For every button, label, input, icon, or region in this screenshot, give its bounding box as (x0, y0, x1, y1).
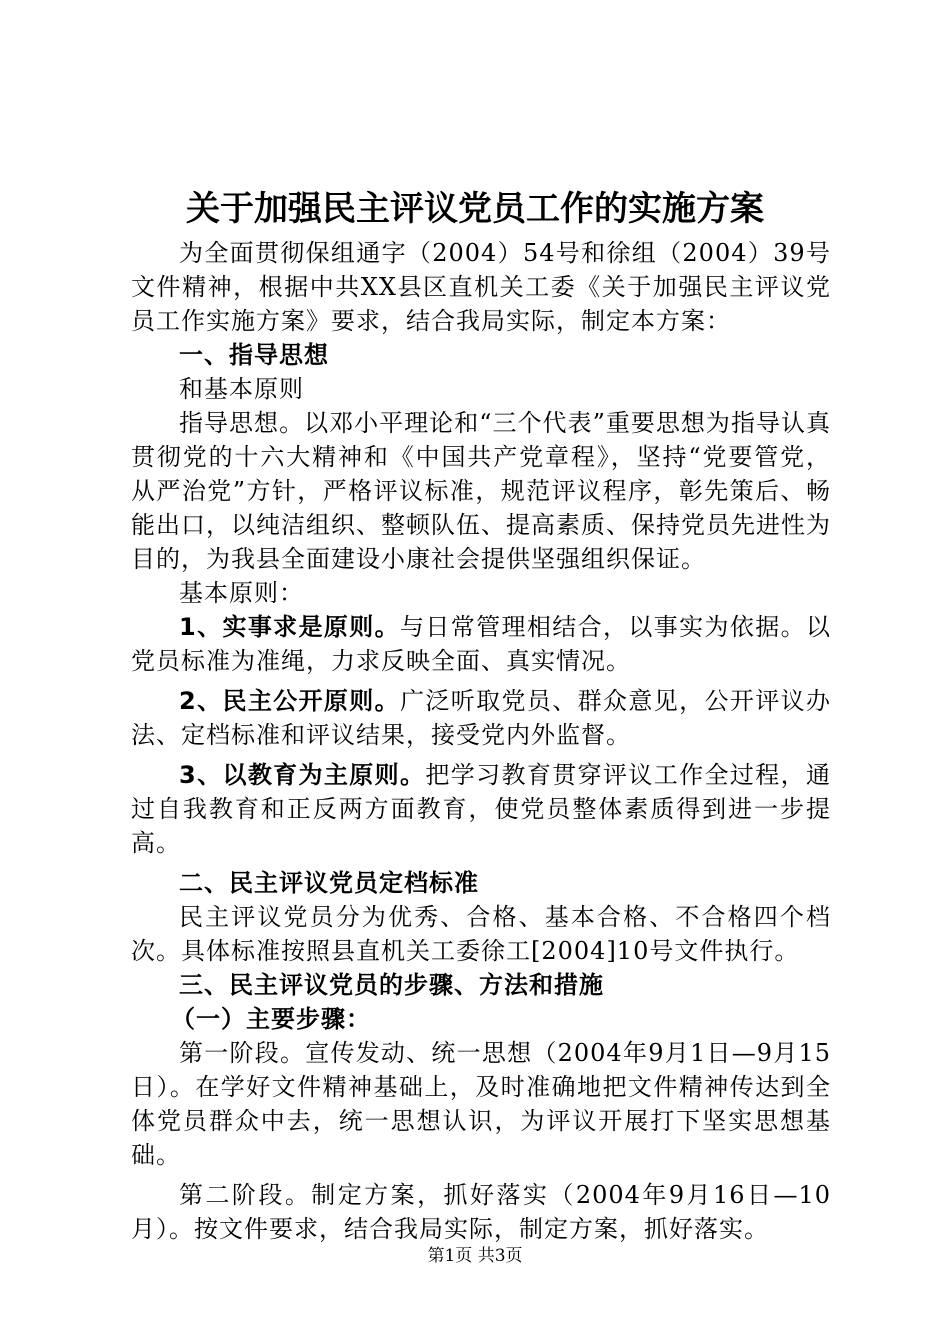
stage-1-paragraph: 第一阶段。宣传发动、统一思想（2004年9月1日—9月15日）。在学好文件精神基础上，及时准确地把文件精神传达到全体党员群众中去，统一思想认识，为评议开展打下坚实思想基础。 (131, 1039, 831, 1169)
principle-1-paragraph (131, 610, 831, 678)
principle-2-text: 广泛听取党员、群众意见，公开评议办法、定档标准和评议结果，接受党内外监督。 (131, 687, 831, 749)
principle-2-lead: 2、民主公开原则。 (179, 687, 401, 715)
document-title: 关于加强民主评议党员工作的实施方案 (186, 189, 764, 229)
principle-3-lead: 3、以教育为主原则。 (179, 761, 426, 789)
section-1-heading-continued: 和基本原则 (179, 375, 304, 403)
principle-1-lead: 1、实事求是原则。 (179, 613, 401, 641)
guiding-thought-paragraph: 指导思想。以邓小平理论和“三个代表”重要思想为指导认真贯彻党的十六大精神和《中国共产党章程》，坚持“党要管党，从严治党”方针，严格评议标准，规范评议程序，彰先策后、畅能出口，以纯洁组织、整顿队伍、提高素质、保持党员先进性为目的，为我县全面建设小康社会提供坚强组织保证。 (131, 409, 831, 573)
section-3-heading: 三、民主评议党员的步骤、方法和措施 (179, 971, 604, 999)
section-3-sub-heading: （一）主要步骤： (171, 1005, 371, 1033)
stage-2-paragraph: 第二阶段。制定方案，抓好落实（2004年9月16日—10月）。按文件要求，结合我局实际，制定方案，抓好落实。 (131, 1181, 831, 1243)
section-2-paragraph: 民主评议党员分为优秀、合格、基本合格、不合格四个档次。具体标准按照县直机关工委徐工[2004]10号文件执行。 (131, 903, 831, 965)
principles-label: 基本原则： (179, 579, 304, 607)
section-1-heading: 一、指导思想 (179, 341, 329, 369)
principle-3-text: 把学习教育贯穿评议工作全过程，通过自我教育和正反两方面教育，使党员整体素质得到进一步提高。 (131, 761, 831, 857)
principle-1-text: 与日常管理相结合，以事实为依据。以党员标准为准绳，力求反映全面、真实情况。 (131, 613, 831, 675)
section-2-heading: 二、民主评议党员定档标准 (179, 869, 479, 897)
principle-3-paragraph (131, 758, 831, 860)
document-body (131, 236, 831, 1246)
principle-2-paragraph (131, 684, 831, 752)
intro-paragraph: 为全面贯彻保组通字（2004）54号和徐组（2004）39号文件精神，根据中共XX县区直机关工委《关于加强民主评议党员工作实施方案》要求，结合我局实际，制定本方案： (131, 239, 831, 335)
page-number-footer: 第1页 共3页 (427, 1246, 523, 1266)
